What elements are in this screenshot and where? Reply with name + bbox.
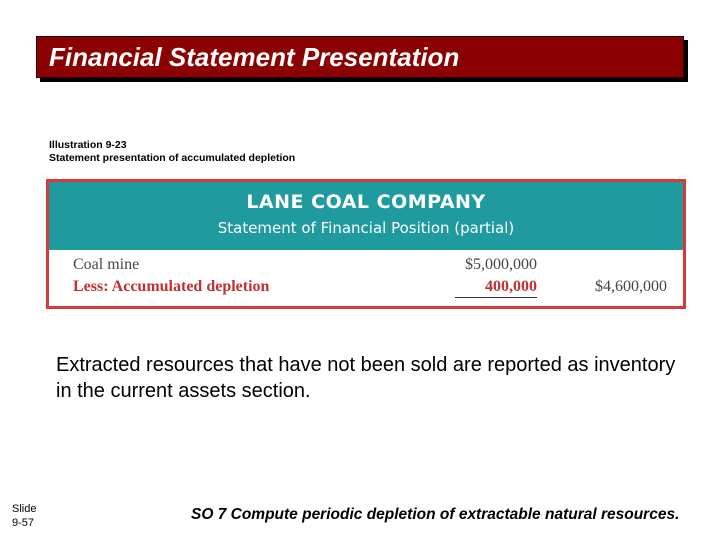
company-name: LANE COAL COMPANY: [246, 191, 486, 213]
statement-title: Statement of Financial Position (partial): [217, 219, 515, 237]
explanation-text: Extracted resources that have not been sold are reported as inventory in the current assets section.: [56, 354, 676, 402]
illustration-number: Illustration 9-23: [49, 139, 127, 151]
study-objective: SO 7 Compute periodic depletion of extractable natural resources.: [191, 506, 680, 523]
net-value: $4,600,000: [595, 278, 667, 295]
slide-title: Financial Statement Presentation: [49, 41, 460, 72]
slide-number: [12, 502, 36, 530]
accumulated-depletion-value: 400,000: [485, 278, 537, 295]
slide-label: Slide: [12, 503, 37, 515]
subtotal-rule: [455, 297, 537, 298]
statement-header: [49, 182, 683, 250]
illustration-caption: [49, 139, 295, 165]
coal-mine-value: $5,000,000: [465, 256, 537, 273]
statement-body: [49, 250, 683, 306]
coal-mine-label: Coal mine: [73, 256, 140, 273]
title-bar: [36, 36, 684, 78]
illustration-description: Statement presentation of accumulated depletion: [49, 152, 296, 164]
accumulated-depletion-label: Less: Accumulated depletion: [73, 278, 270, 295]
financial-statement: [46, 179, 686, 309]
slide-number-value: 9-57: [12, 517, 35, 529]
